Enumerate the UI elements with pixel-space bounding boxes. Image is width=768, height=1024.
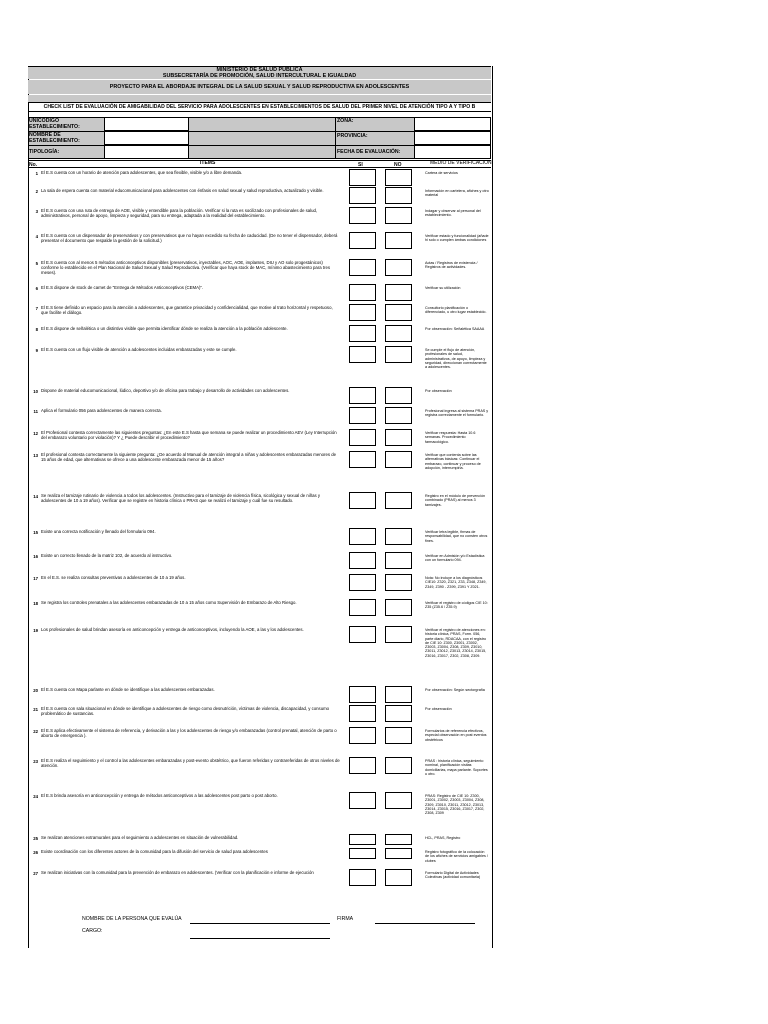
si-checkbox[interactable] xyxy=(349,626,376,643)
no-checkbox[interactable] xyxy=(385,207,412,224)
verification-means: Información en cartelera, afiches y otro material xyxy=(425,189,489,198)
item-number: 26 xyxy=(33,850,38,855)
si-checkbox[interactable] xyxy=(349,599,376,616)
cargo-label: CARGO: xyxy=(82,928,103,934)
item-text: El E.S cuenta con sala situacional en dónde se identifique a adolescentes de riesgo como desnutrición, víctimas de violencia, discapacidad, y consumo problemático de sustancias. xyxy=(41,706,330,716)
si-checkbox[interactable] xyxy=(349,169,376,186)
verification-means: Por observación: Según sectorgrafía xyxy=(425,688,485,692)
item-number: 25 xyxy=(33,836,38,841)
item-text: Se realiza el tamizaje rutinario de violencia a todos los adolescentes. (Instructivo para el tamizaje de violencia física, sicológica y sexual de niñas y adolescentes de 10 a 19 años). Verificar que se registre en historia clínica o PRAS que se realizó el tamizaje y cuál fue su resultado. xyxy=(41,493,320,503)
item-text: El E.S cuenta con un horario de atención para adolescentes, que sea flexible, visible y/o a libre demanda. xyxy=(41,170,243,175)
item-number: 13 xyxy=(33,453,38,458)
item-number: 23 xyxy=(33,759,38,764)
zona-field[interactable] xyxy=(414,117,491,131)
si-checkbox[interactable] xyxy=(349,869,376,886)
item-number: 24 xyxy=(33,794,38,799)
no-checkbox[interactable] xyxy=(385,834,412,845)
si-checkbox[interactable] xyxy=(349,187,376,204)
no-checkbox[interactable] xyxy=(385,407,412,424)
si-checkbox[interactable] xyxy=(349,451,376,468)
no-checkbox[interactable] xyxy=(385,552,412,569)
si-checkbox[interactable] xyxy=(349,727,376,744)
evaluator-name-label: NOMBRE DE LA PERSONA QUE EVALÚA xyxy=(82,916,182,922)
no-checkbox[interactable] xyxy=(385,325,412,342)
no-checkbox[interactable] xyxy=(385,387,412,404)
col-si: SI xyxy=(358,162,363,168)
item-number: 3 xyxy=(35,209,38,214)
form-divider xyxy=(335,117,336,159)
no-checkbox[interactable] xyxy=(385,727,412,744)
no-checkbox[interactable] xyxy=(385,169,412,186)
si-checkbox[interactable] xyxy=(349,429,376,446)
signature-label: FIRMA xyxy=(337,916,354,922)
no-checkbox[interactable] xyxy=(385,284,412,301)
item-text: El E.S cuenta con una ruta de entrega de AOE, visible y entendible para la población. Verificar si la ruta es socilizado con profesionales de salud, administrativos, personal de apoyo, limpieza y seguridad, para su entrega, adaptada a la realidad del establecimiento. xyxy=(41,208,318,218)
si-checkbox[interactable] xyxy=(349,387,376,404)
fecha-label: FECHA DE EVALUACIÓN: xyxy=(337,149,401,155)
no-checkbox[interactable] xyxy=(385,259,412,276)
item-text: La sala de espera cuenta con material educomunicacional para adolescentes con énfasis en salud sexual y salud reproductiva, actualizado y visible. xyxy=(41,188,324,193)
item-text: El E.S cuenta con un flujo visible de atención a adolescentes incluidas embarazadas y este se cumple. xyxy=(41,347,237,352)
item-text: Existe coordinación con los diferentes actores de la comunidad para la difusión del servicio de salud para adolescentes xyxy=(41,849,268,854)
tipologia-field[interactable] xyxy=(104,145,189,159)
verification-means: Verificar estado y funcionalidad (añade hi solo o cumplen ámbas condiciones xyxy=(425,234,489,243)
checklist-title: CHECK LIST DE EVALUACIÓN DE AMIGABILIDAD DEL SERVICIO PARA ADOLESCENTES EN ESTABLECIMIENTOS DE SALUD DEL PRIMER NIVEL DE ATENCIÓN TIPO A Y TIPO B xyxy=(28,102,491,112)
si-checkbox[interactable] xyxy=(349,552,376,569)
item-number: 5 xyxy=(35,261,38,266)
project-title: PROYECTO PARA EL ABORDAJE INTEGRAL DE LA SALUD SEXUAL Y SALUD REPRODUCTIVA EN ADOLESCENTES xyxy=(28,80,491,94)
no-checkbox[interactable] xyxy=(385,304,412,321)
header-spacer xyxy=(28,95,491,102)
unicodigo-label: UNICÓDIGO ESTABLECIMIENTO: xyxy=(29,118,80,130)
si-checkbox[interactable] xyxy=(349,848,376,859)
item-number: 9 xyxy=(35,348,38,353)
no-checkbox[interactable] xyxy=(385,705,412,722)
verification-means: Cartera de servicios xyxy=(425,171,458,175)
column-header-top xyxy=(28,160,491,161)
item-number: 14 xyxy=(33,494,38,499)
item-number: 16 xyxy=(33,554,38,559)
item-text: Se registra los controles prenatales a las adolescentes embarazadas de 10 a 15 años como Supervisión de Embarazo de Alto Riesgo. xyxy=(41,600,297,605)
item-text: El E.S tiene definido un espacio para la atención a adolescentes, que garantice privacidad y confidencialidad, que motive al trato horizontal y respetuoso, que facilite el diálogo. xyxy=(41,305,333,315)
si-checkbox[interactable] xyxy=(349,346,376,363)
no-checkbox[interactable] xyxy=(385,492,412,509)
si-checkbox[interactable] xyxy=(349,574,376,591)
no-checkbox[interactable] xyxy=(385,429,412,446)
si-checkbox[interactable] xyxy=(349,686,376,703)
si-checkbox[interactable] xyxy=(349,705,376,722)
item-number: 4 xyxy=(35,234,38,239)
item-text: El E.S cuenta con un dispensador de preservativos y con preservativos que no hayan excedido su fecha de caducidad. (De no tener el dispensador, deberá presentar el documento que respalde la gestión de la solicitud.) xyxy=(41,233,338,243)
si-checkbox[interactable] xyxy=(349,492,376,509)
no-checkbox[interactable] xyxy=(385,528,412,545)
item-text: Se realizan atenciones extramurales para el seguimiento a adolescentes en situación de vulnerabilidad. xyxy=(41,835,239,840)
item-number: 21 xyxy=(33,707,38,712)
no-checkbox[interactable] xyxy=(385,869,412,886)
item-text: Los profesionales de salud brindan asesoría en anticoncepción y entrega de anticonceptivos, incluyendo la AOE, a las y los adolescentes. xyxy=(41,627,304,632)
verification-means: HCL, PRAS, Registro xyxy=(425,836,461,840)
verification-means: Por observación: Señalética SAAAA xyxy=(425,327,485,331)
item-text: El profesional contesta correctamente la siguiente pregunta: ¿De acuerdo al Manual de atención integral a niñas y adolescentes embarazadas menores de 15 años de edad, que alternativas se ofrece a una adolescente embarazada menor de 15 años? xyxy=(41,452,336,462)
item-text: El E.S dispone de señalética o un distintivo visible que permita identificar dónde se realiza la atención a la población adolescente. xyxy=(41,326,288,331)
form-row-line xyxy=(28,145,491,146)
verification-means: PRAS : historia clínica, seguimiento nominal, planificación visitas domiciliarias, mapa parlante. Soportes u otro. xyxy=(425,759,488,776)
item-text: Aplica el formulario 056 para adolescentes de manera correcta. xyxy=(41,408,162,413)
item-text: Existe una correcta notificación y llenado del formulario 094. xyxy=(41,529,156,534)
item-text: En el E.S. se realiza consultas preventivas a adolescentes de 10 a 19 años. xyxy=(41,575,186,580)
no-checkbox[interactable] xyxy=(385,792,412,809)
verification-means: Se cumple el flujo de atención, profesionales de salud, administrativos, de apoyo, limpieza y seguridad, direccionan correctamente a adolescentes. xyxy=(425,348,487,370)
item-number: 8 xyxy=(35,327,38,332)
item-number: 2 xyxy=(35,189,38,194)
verification-means: Profesional ingresa al sistema PRAS y registra correctamente el formulario. xyxy=(425,409,489,418)
no-checkbox[interactable] xyxy=(385,848,412,859)
item-text: Existe un correcto llenado de la matriz 102, de acuerdo al instructivo. xyxy=(41,553,173,558)
verification-means: Formularios de referencia efectivos, especial observación en post eventos obstétricos xyxy=(425,729,487,742)
col-no: No. xyxy=(29,162,38,168)
item-text: El E.S cuenta con al menos 5 métodos anticonceptivos disponibles (preservativos, inyectables, AOC, AOE, implantes, DIU y AO solo progestánicos) conforme lo establecido en el Plan Nacional de Salud Sexual y Salud Reproductiva. (Verificar que haya stock de MAC, mínimo abastecimiento para tres meses). xyxy=(41,260,330,275)
provincia-field[interactable] xyxy=(414,131,491,145)
item-text: Dispone de material educomunicacional, lúdico, deportivo y/o de oficina para trabajo y desarrollo de actividades con adolescentes. xyxy=(41,388,290,393)
verification-means: Verificar respuesta: Hasta 10.6 semanas. Procedimiento farmacológico. xyxy=(425,431,476,444)
no-checkbox[interactable] xyxy=(385,626,412,643)
no-checkbox[interactable] xyxy=(385,757,412,774)
si-checkbox[interactable] xyxy=(349,407,376,424)
nombre-field[interactable] xyxy=(104,131,189,145)
item-number: 1 xyxy=(35,171,38,176)
verification-means: Registro fotográfico de la colocación de los afiches de servicios amigables / clubes xyxy=(425,850,488,863)
verification-means: Verificar letra legible, firmas de responsabilidad, que no consten otros fines. xyxy=(425,530,488,543)
cargo-line[interactable] xyxy=(190,938,330,939)
col-no-answer: NO xyxy=(394,162,402,168)
si-checkbox[interactable] xyxy=(349,757,376,774)
verification-means: Registro en el módulo de prevención combinado (PRAS) al menos 3 tamizajes. xyxy=(425,494,486,507)
evaluator-name-line[interactable] xyxy=(190,923,330,924)
item-number: 19 xyxy=(33,628,38,633)
no-checkbox[interactable] xyxy=(385,686,412,703)
si-checkbox[interactable] xyxy=(349,207,376,224)
col-medio: MEDIO DE VERIFICACION xyxy=(430,160,492,166)
item-number: 7 xyxy=(35,306,38,311)
no-checkbox[interactable] xyxy=(385,574,412,591)
column-header-bottom xyxy=(28,167,491,168)
item-text: El Profesional contesta correctamente las siguientes preguntas: ¿En este E.S hasta que semana se puede realizar un procedimiento AEV (Ley Interrupción del embarazo voluntario por violación)? Y ¿ Puede describir el procedimiento? xyxy=(41,430,337,440)
item-number: 17 xyxy=(33,576,38,581)
item-number: 6 xyxy=(35,286,38,291)
si-checkbox[interactable] xyxy=(349,232,376,249)
si-checkbox[interactable] xyxy=(349,528,376,545)
verification-means: PRAS: Registro de CIE 10: Z300, Z3001, Z3002, Z3003, Z3004, Z308, Z309, Z3010, Z3011, Z3012, Z3013, Z3014, Z3015, Z3016, Z3017, Z302, Z308, Z309 xyxy=(425,794,485,816)
zona-label: ZONA: xyxy=(337,118,354,124)
ministry-title: MINISTERIO DE SALUD PÚBLICA xyxy=(28,66,491,73)
no-checkbox[interactable] xyxy=(385,187,412,204)
item-number: 12 xyxy=(33,431,38,436)
tipologia-label: TIPOLOGÍA: xyxy=(29,149,60,155)
verification-means: Verificar el registro de atenciones en: historia clínica, PRAS, Form. 056, parte diario, RDACAA, con el registro de CIE 10: Z300, Z3001, Z3002, Z3003, Z3004, Z308, Z309, Z3010, Z3011, Z3012, Z3013, Z3014, Z3015, Z3016, Z3017, Z302, Z308, Z309. xyxy=(425,628,487,658)
verification-means: Verificar en Admisión y/o Estadística con un formulario 094. xyxy=(425,554,485,563)
item-number: 22 xyxy=(33,729,38,734)
si-checkbox[interactable] xyxy=(349,792,376,809)
provincia-label: PROVINCIA: xyxy=(337,133,368,139)
si-checkbox[interactable] xyxy=(349,834,376,845)
verification-means: Actas / Registros de existencia / Registros de actividades. xyxy=(425,261,478,270)
verification-means: Nota: No incluye a los diagnósticos CIE10: Z320, Z321, Z33, Z348, Z349, Z349, Z390 - Z399, Z391 Y Z021. xyxy=(425,576,487,589)
item-number: 10 xyxy=(33,389,38,394)
nombre-label: NOMBRE DE ESTABLECIMIENTO: xyxy=(29,132,80,144)
fecha-field[interactable] xyxy=(414,145,491,159)
no-checkbox[interactable] xyxy=(385,232,412,249)
item-number: 15 xyxy=(33,530,38,535)
si-checkbox[interactable] xyxy=(349,325,376,342)
item-number: 27 xyxy=(33,871,38,876)
verification-means: Por observación xyxy=(425,707,452,711)
verification-means: Formulario Digital de Actividades Colectivas (actividad comunitaria) xyxy=(425,871,481,880)
item-number: 11 xyxy=(33,409,38,414)
item-text: El E.S cuenta con Mapa parlante en dónde se identifique a las adolescentes embarazadas. xyxy=(41,687,215,692)
col-items: ITEMS xyxy=(200,160,216,166)
item-text: El E.S dispone de stock de carnet de "Entrega de Métodos Anticonceptivos (CEMA)". xyxy=(41,285,204,290)
verification-means: Por observación xyxy=(425,389,452,393)
si-checkbox[interactable] xyxy=(349,284,376,301)
unicodigo-field[interactable] xyxy=(104,117,189,131)
verification-means: Verificar el registro de códigos CIE 10: Z35 (Z35.6 / Z35.9) xyxy=(425,601,488,610)
signature-line[interactable] xyxy=(375,923,475,924)
item-text: El E.S aplica efectivamente el sistema de referencia, y derivación a las y los adolescentes de riesgo y/o embarazadas (control prenatal, atención de parto o aborto de emergencia ). xyxy=(41,728,337,738)
no-checkbox[interactable] xyxy=(385,346,412,363)
checklist-sheet xyxy=(28,66,493,948)
no-checkbox[interactable] xyxy=(385,451,412,468)
item-number: 18 xyxy=(33,601,38,606)
subsecretaria-title: SUBSECRETARÍA DE PROMOCIÓN, SALUD INTERCULTURAL E IGUALDAD xyxy=(28,73,491,79)
verification-means: Verificar su utilización xyxy=(425,286,461,290)
verification-means: Consultorio planificación o diferenciado, u otro lugar establecido. xyxy=(425,306,487,315)
si-checkbox[interactable] xyxy=(349,259,376,276)
item-text: El E.S brinda asesoría en anticoncepción y entrega de métodos anticonceptivos a las adolescentes post parto o post aborto. xyxy=(41,793,278,798)
item-number: 20 xyxy=(33,688,38,693)
item-text: El E.S realiza el seguimiento y el control a las adolescentes embarazadas y post-evento obstétrico, que fueron referidas y contrareferidas de otros niveles de atención. xyxy=(41,758,340,768)
si-checkbox[interactable] xyxy=(349,304,376,321)
verification-means: Indagar y observar al personal del establecimiento. xyxy=(425,209,481,218)
item-text: Se realizan iniciativas con la comunidad para la prevención de embarazo en adolescentes. (Verificar con la planificación e informe de ejecución xyxy=(41,870,314,875)
no-checkbox[interactable] xyxy=(385,599,412,616)
verification-means: Verificar que contenta sobre las alternativas básicas: Continuar el embarazo, continuar y proceso de adopción, interrumpirla. xyxy=(425,453,481,470)
